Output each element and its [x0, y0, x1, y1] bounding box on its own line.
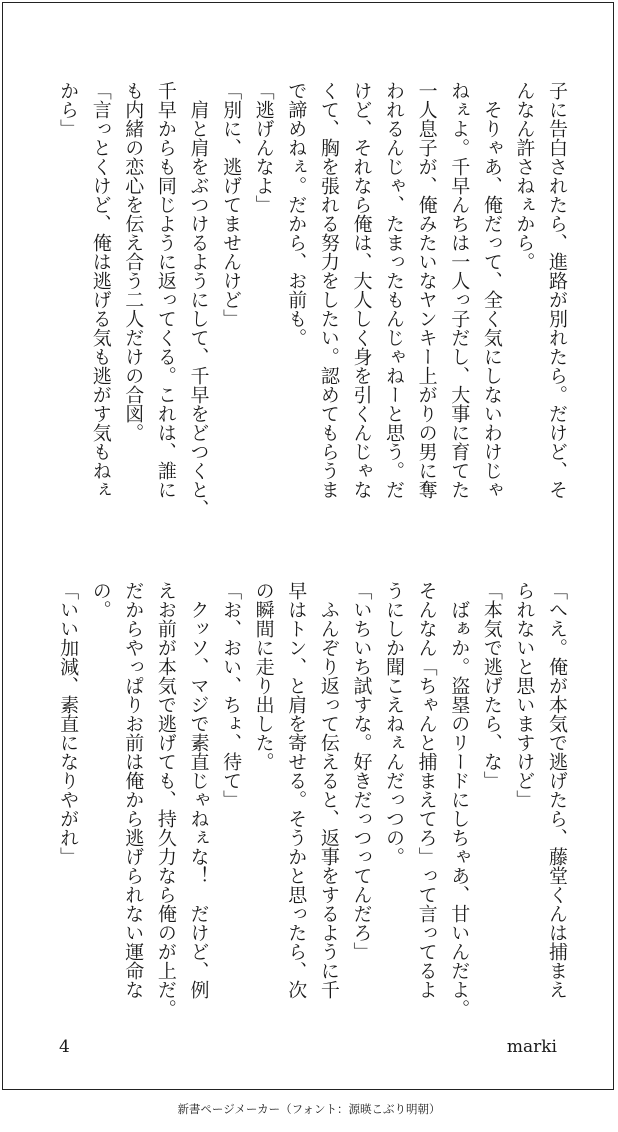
- text-line: クッソ、マジで素直じゃねぇな！ だけど、例: [187, 581, 210, 999]
- lower-text-block: [43, 581, 573, 1021]
- text-line: ばぁか。盗塁のリードにしちゃあ、甘いんだよ。: [448, 581, 471, 1018]
- author-name: marki: [506, 1037, 557, 1057]
- text-line: だからやっぱりお前は俺から逃げられない運命な: [122, 581, 145, 999]
- upper-text-block: [43, 81, 573, 526]
- text-line: 「言っとくけど、俺は逃げる気も逃がす気もねぇ: [89, 81, 112, 499]
- text-line: で諦めねぇ。だから、お前も。: [285, 81, 308, 347]
- text-line: えお前が本気で逃げても、持久力なら俺のが上だ。: [154, 581, 177, 1018]
- text-line: 「いちいち試すな。好きだっつってんだろ」: [350, 581, 373, 961]
- text-line: けど、それなら俺は、大人しく身を引くんじゃな: [350, 81, 373, 499]
- page-number: 4: [59, 1037, 70, 1057]
- text-line: 千早からも同じように返ってくる。これは、誰に: [154, 81, 177, 499]
- text-line: われるんじゃ、たまったもんじゃねーと思う。だ: [383, 81, 406, 499]
- text-line: も内緒の恋心を伝え合う二人だけの合図。: [122, 81, 145, 442]
- text-line: そりゃあ、俺だって、全く気にしないわけじゃ: [480, 81, 503, 499]
- text-line: くて、胸を張れる努力をしたい。認めてもらうま: [317, 81, 340, 499]
- text-line: 「逃げんなよ」: [252, 81, 275, 214]
- text-line: られないと思いますけど」: [513, 581, 536, 809]
- text-line: 一人息子が、俺みたいなヤンキー上がりの男に奪: [415, 81, 438, 499]
- text-line: 「お、おい、ちょ、待て」: [220, 581, 243, 809]
- page-frame: [2, 2, 614, 1090]
- text-line: そんなん「ちゃんと捕まえてろ」って言ってるよ: [415, 581, 438, 999]
- text-line: んなん許さねぇから。: [513, 81, 536, 271]
- text-line: 子に告白されたら、進路が別れたら。だけど、そ: [546, 81, 568, 499]
- text-line: うにしか聞こえねぇんだっつの。: [383, 581, 406, 866]
- text-line: の。: [89, 581, 112, 619]
- text-line: 早はトン、と肩を寄せる。そうかと思ったら、次: [285, 581, 308, 999]
- text-line: から」: [57, 81, 80, 138]
- footer-caption: 新書ページメーカー（フォント：源暎こぶり明朝）: [177, 1102, 441, 1116]
- text-line: ねぇよ。千早んちは一人っ子だし、大事に育てた: [448, 81, 471, 499]
- text-line: ふんぞり返って伝えると、返事をするように千: [317, 581, 340, 999]
- text-line: の瞬間に走り出した。: [252, 581, 275, 771]
- text-line: 「別に、逃げてませんけど」: [220, 81, 243, 328]
- text-line: 「へえ。俺が本気で逃げたら、藤堂くんは捕まえ: [546, 581, 568, 999]
- text-line: 「いい加減、素直になりやがれ」: [57, 581, 80, 866]
- text-line: 「本気で逃げたら、な」: [480, 581, 503, 790]
- text-line: 肩と肩をぶつけるようにして、千早をどつくと、: [187, 81, 210, 518]
